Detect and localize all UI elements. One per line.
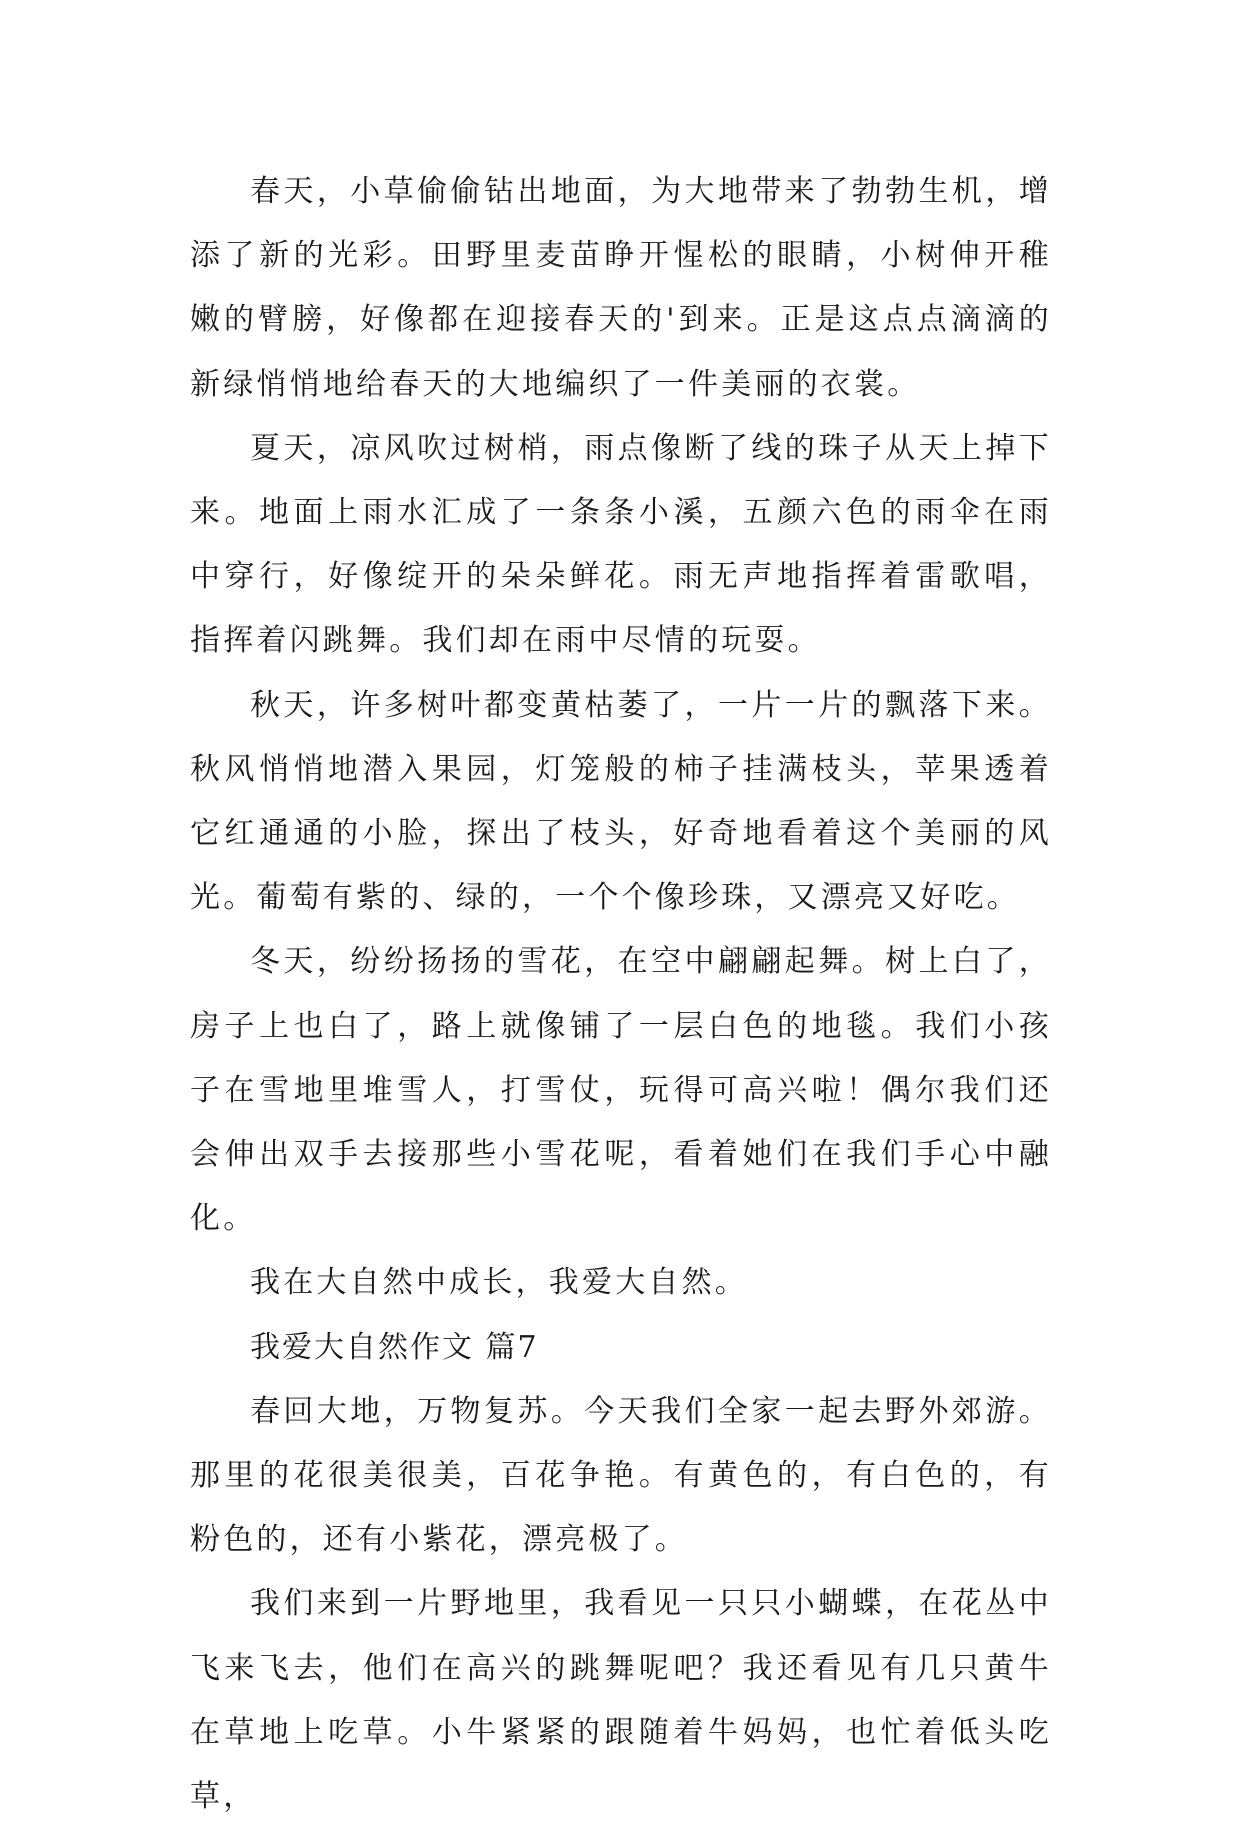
paragraph-winter: 冬天，纷纷扬扬的雪花，在空中翩翩起舞。树上白了，房子上也白了，路上就像铺了一层白色的地毯。我们小孩子在雪地里堆雪人，打雪仗，玩得可高兴啦！偶尔我们还会伸出双手去接那些小雪花呢，看着她们在我们手心中融化。 [190, 944, 1052, 1237]
paragraph-outing: 春回大地，万物复苏。今天我们全家一起去野外郊游。那里的花很美很美，百花争艳。有黄色的，有白色的，有粉色的，还有小紫花，漂亮极了。 [190, 1393, 1052, 1558]
paragraph-field: 我们来到一片野地里，我看见一只只小蝴蝶，在花丛中飞来飞去，他们在高兴的跳舞呢吧？我还看见有几只黄牛在草地上吃草。小牛紧紧的跟随着牛妈妈，也忙着低头吃草， [190, 1586, 1052, 1815]
paragraph-spring: 春天，小草偷偷钻出地面，为大地带来了勃勃生机，增添了新的光彩。田野里麦苗睁开惺松的眼睛，小树伸开稚嫩的臂膀，好像都在迎接春天的'到来。正是这点点滴滴的新绿悄悄地给春天的大地编织了一件美丽的衣裳。 [190, 174, 1052, 402]
document-body [190, 160, 1052, 1829]
paragraph-summer: 夏天，凉风吹过树梢，雨点像断了线的珠子从天上掉下来。地面上雨水汇成了一条条小溪，五颜六色的雨伞在雨中穿行，好像绽开的朵朵鲜花。雨无声地指挥着雷歌唱，指挥着闪跳舞。我们却在雨中尽情的玩耍。 [190, 430, 1052, 659]
paragraph-autumn: 秋天，许多树叶都变黄枯萎了，一片一片的飘落下来。秋风悄悄地潜入果园，灯笼般的柿子挂满枝头，苹果透着它红通通的小脸，探出了枝头，好奇地看着这个美丽的风光。葡萄有紫的、绿的，一个个像珍珠，又漂亮又好吃。 [190, 687, 1052, 916]
section-heading: 我爱大自然作文 篇7 [250, 1329, 539, 1365]
paragraph-conclusion: 我在大自然中成长，我爱大自然。 [250, 1265, 748, 1301]
